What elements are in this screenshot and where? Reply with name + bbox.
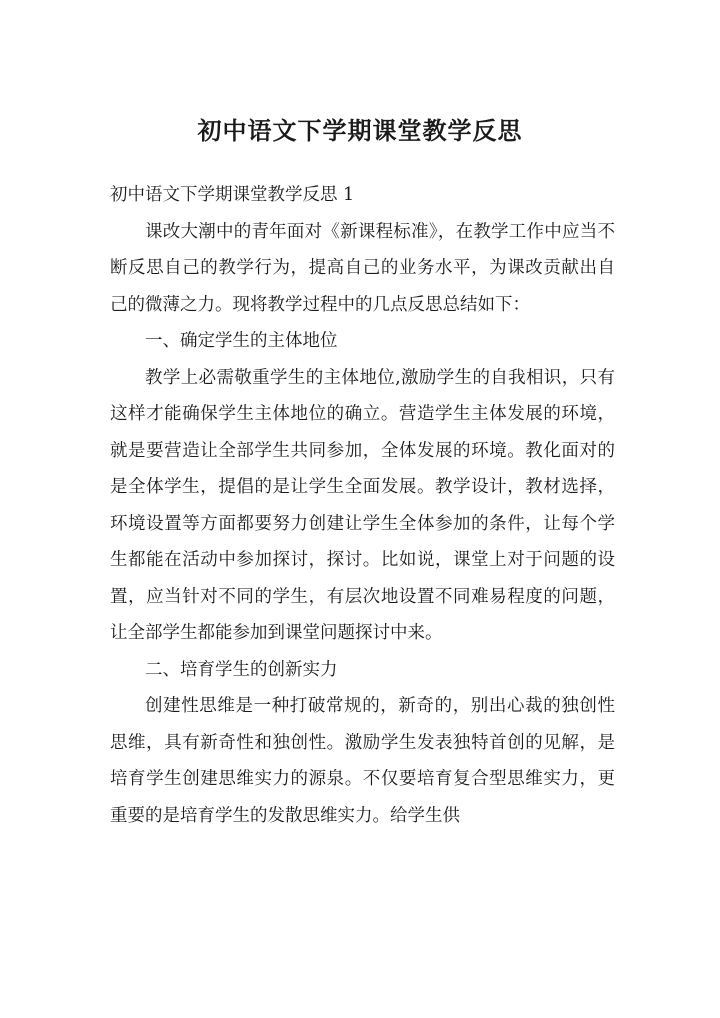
document-title: 初中语文下学期课堂教学反思 [197, 116, 523, 145]
paragraph-two: 创建性思维是一种打破常规的，新奇的，别出心裁的独创性思维，具有新奇性和独创性。激励学生发表独特首创的见解，是培育学生创建思维实力的源泉。不仅要培育复合型思维实力，更重要的是培育学生的发散思维实力。给学生供 [110, 696, 615, 826]
heading-two: 二、培育学生的创新实力 [145, 659, 338, 680]
section-heading: 初中语文下学期课堂教学反思 1 [110, 185, 355, 205]
heading-one: 一、确定学生的主体地位 [145, 331, 338, 351]
paragraph-intro: 课改大潮中的青年面对《新课程标准》，在教学工作中应当不断反思自己的教学行为，提高自己的业务水平，为课改贡献出自己的微薄之力。现将教学过程中的几点反思总结如下： [110, 221, 615, 315]
document-body [110, 177, 615, 834]
paragraph-one: 教学上必需敬重学生的主体地位,激励学生的自我相识，只有这样才能确保学生主体地位的确立。营造学生主体发展的环境，就是要营造让全部学生共同参加，全体发展的环境。教化面对的是全体学生，提倡的是让学生全面发展。教学设计，教材选择，环境设置等方面都要努力创建让学生全体参加的条件，让每个学生都能在活动中参加探讨，探讨。比如说，课堂上对于问题的设置，应当针对不同的学生，有层次地设置不同难易程度的问题，让全部学生都能参加到课堂问题探讨中来。 [110, 367, 615, 643]
